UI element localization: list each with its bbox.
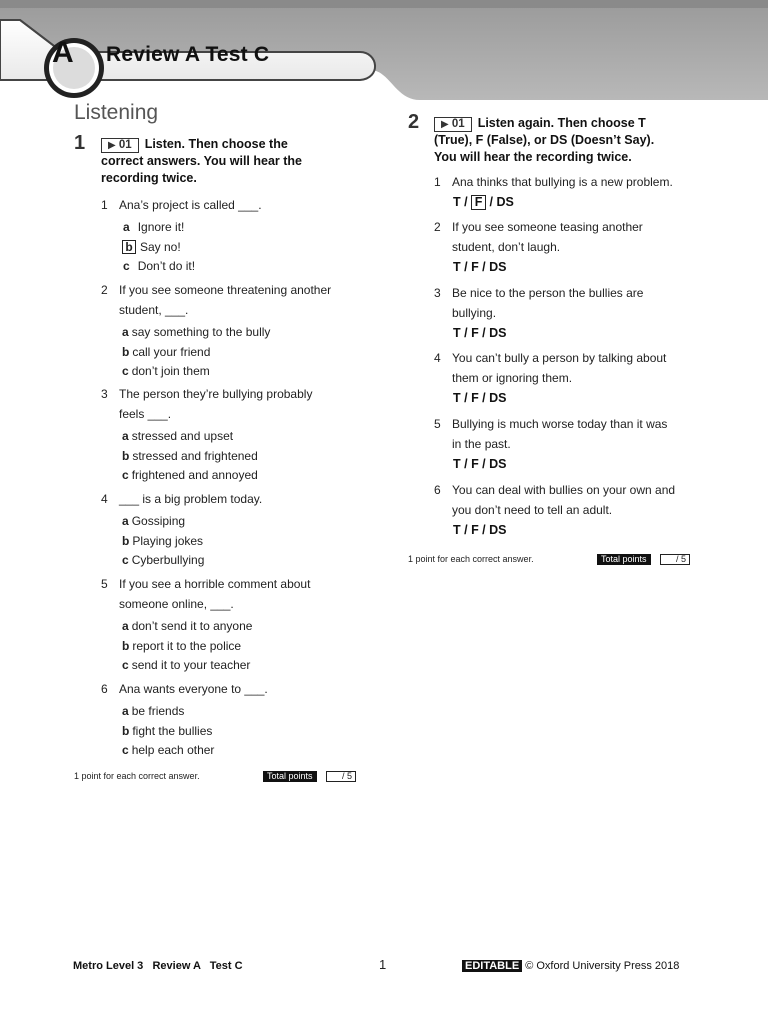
answer-option[interactable] xyxy=(122,427,233,446)
option-text: frightened and annoyed xyxy=(131,468,258,482)
option-letter: b xyxy=(122,533,130,548)
option-text: send it to your teacher xyxy=(131,658,251,672)
total-points-box[interactable]: / 5 xyxy=(326,771,356,782)
choice-ds[interactable]: DS xyxy=(489,326,507,340)
option-letter: c xyxy=(123,259,130,273)
question-line: Bullying is much worse today than it was xyxy=(452,417,668,431)
question-line: The person they’re bullying probably xyxy=(119,387,313,401)
question xyxy=(101,574,361,614)
answer-option[interactable] xyxy=(122,257,195,276)
question-number: 5 xyxy=(101,577,108,591)
audio-track-button[interactable]: ▶ 01 xyxy=(101,138,139,153)
answer-option[interactable] xyxy=(122,447,258,466)
question xyxy=(101,280,361,320)
option-letter: b xyxy=(122,448,130,463)
question xyxy=(434,283,704,323)
choice-t[interactable]: T xyxy=(453,195,461,209)
question-line: Ana’s project is called ___. xyxy=(119,198,262,212)
question-number: 4 xyxy=(434,351,441,365)
answer-option[interactable] xyxy=(122,637,241,656)
question-number: 3 xyxy=(434,286,441,300)
option-letter: a xyxy=(122,514,129,528)
option-text: stressed and upset xyxy=(131,429,234,443)
option-text: stressed and frightened xyxy=(132,448,258,463)
page-number: 1 xyxy=(379,957,387,972)
question-line: feels ___. xyxy=(119,407,172,421)
question-text xyxy=(452,348,666,388)
choice-separator: / xyxy=(460,391,472,405)
answer-option[interactable] xyxy=(122,512,185,531)
option-letter: b xyxy=(122,638,130,653)
choice-f[interactable]: F xyxy=(471,195,486,210)
badge-letter: A xyxy=(52,36,74,69)
exercise-2-instruction: ▶ 01 Listen again. Then choose T (True), F (False), or DS (Doesn’t Say). You will hear the recording twice. xyxy=(434,116,655,164)
true-false-ds-choice[interactable] xyxy=(453,457,507,471)
question-number: 2 xyxy=(101,283,108,297)
answer-option[interactable] xyxy=(122,238,181,257)
points-note: 1 point for each correct answer. xyxy=(408,554,534,564)
question-number: 2 xyxy=(434,220,441,234)
footer-course-info: Metro Level 3 Review A Test C xyxy=(73,960,243,972)
option-text: Cyberbullying xyxy=(131,553,205,567)
option-letter: a xyxy=(123,220,130,234)
choice-f[interactable]: F xyxy=(471,260,479,274)
option-text: Don’t do it! xyxy=(137,259,196,273)
true-false-ds-choice[interactable] xyxy=(453,391,507,405)
answer-option[interactable] xyxy=(122,362,210,381)
total-points-label: Total points xyxy=(597,554,651,565)
choice-separator: / xyxy=(460,260,472,274)
question-number: 3 xyxy=(101,387,108,401)
option-letter: a xyxy=(122,325,129,339)
answer-option[interactable] xyxy=(122,323,270,342)
option-text: Playing jokes xyxy=(132,533,204,548)
choice-t[interactable]: T xyxy=(453,260,461,274)
question xyxy=(434,414,704,454)
option-text: help each other xyxy=(131,743,215,757)
option-text: fight the bullies xyxy=(132,723,213,738)
question xyxy=(434,172,704,192)
option-text: Gossiping xyxy=(131,514,186,528)
question-line: ___ is a big problem today. xyxy=(119,492,263,506)
true-false-ds-choice[interactable] xyxy=(453,260,507,274)
answer-option[interactable] xyxy=(122,656,250,675)
question-line: Ana wants everyone to ___. xyxy=(119,682,268,696)
question-number: 4 xyxy=(101,492,108,506)
question-line: Ana thinks that bullying is a new problem. xyxy=(452,175,673,189)
choice-f[interactable]: F xyxy=(471,326,479,340)
question-text xyxy=(119,195,262,215)
option-text: say something to the bully xyxy=(131,325,271,339)
answer-option[interactable] xyxy=(122,532,203,551)
option-letter: c xyxy=(122,364,129,378)
option-text: Ignore it! xyxy=(137,220,185,234)
choice-separator: / xyxy=(460,195,472,209)
question-line: someone online, ___. xyxy=(119,597,234,611)
option-letter: a xyxy=(122,429,129,443)
option-letter: a xyxy=(122,704,129,718)
option-text: don’t send it to anyone xyxy=(131,619,253,633)
choice-f[interactable]: F xyxy=(471,391,479,405)
question-text xyxy=(452,172,673,192)
exercise-1-instruction: ▶ 01 Listen. Then choose the correct answers. You will hear the recording twice. xyxy=(101,137,303,185)
question xyxy=(101,384,361,424)
page-title: Review A Test C xyxy=(106,43,270,66)
choice-separator: / xyxy=(478,457,490,471)
option-text: Say no! xyxy=(140,239,181,254)
choice-separator: / xyxy=(478,523,490,537)
question-line: student, don’t laugh. xyxy=(452,240,561,254)
question-line: You can deal with bullies on your own and xyxy=(452,483,676,497)
option-letter: c xyxy=(122,658,129,672)
choice-separator: / xyxy=(478,326,490,340)
question-line: If you see someone teasing another xyxy=(452,220,643,234)
choice-ds[interactable]: DS xyxy=(489,523,507,537)
editable-badge: EDITABLE xyxy=(462,960,522,972)
option-letter: b xyxy=(122,723,130,738)
option-letter: c xyxy=(122,468,129,482)
answer-option[interactable] xyxy=(122,218,184,237)
choice-t[interactable]: T xyxy=(453,391,461,405)
total-points-label: Total points xyxy=(263,771,317,782)
option-text: be friends xyxy=(131,704,185,718)
choice-separator: / xyxy=(478,260,490,274)
section-title: Listening xyxy=(74,101,159,124)
question-text xyxy=(452,480,675,520)
footer-copyright xyxy=(462,960,679,972)
question-line: bullying. xyxy=(452,306,497,320)
question-text xyxy=(119,679,268,699)
question-text xyxy=(119,280,331,320)
question xyxy=(101,489,361,509)
true-false-ds-choice[interactable] xyxy=(453,326,507,340)
question-line: You can’t bully a person by talking about xyxy=(452,351,667,365)
question-number: 1 xyxy=(434,175,441,189)
answer-option[interactable] xyxy=(122,466,258,485)
choice-ds[interactable]: DS xyxy=(489,457,507,471)
answer-option[interactable] xyxy=(122,702,184,721)
option-letter: c xyxy=(122,553,129,567)
question-line: you don’t need to tell an adult. xyxy=(452,503,613,517)
question xyxy=(101,195,361,215)
choice-ds[interactable]: DS xyxy=(496,195,514,209)
total-points-box[interactable]: / 5 xyxy=(660,554,690,565)
choice-separator: / xyxy=(460,326,472,340)
true-false-ds-choice[interactable] xyxy=(453,523,507,537)
option-text: call your friend xyxy=(132,344,211,359)
selected-option-letter: b xyxy=(122,240,136,254)
option-text: don’t join them xyxy=(131,364,210,378)
question-number: 5 xyxy=(434,417,441,431)
answer-option[interactable] xyxy=(122,722,212,741)
answer-option[interactable] xyxy=(122,343,210,362)
question xyxy=(434,217,704,257)
choice-f[interactable]: F xyxy=(471,523,479,537)
question xyxy=(101,679,361,699)
question-line: Be nice to the person the bullies are xyxy=(452,286,644,300)
question-line: in the past. xyxy=(452,437,511,451)
question-line: them or ignoring them. xyxy=(452,371,573,385)
copyright-text: © Oxford University Press 2018 xyxy=(525,960,680,972)
points-note: 1 point for each correct answer. xyxy=(74,771,200,781)
question-number: 1 xyxy=(101,198,108,212)
option-letter: c xyxy=(122,743,129,757)
choice-t[interactable]: T xyxy=(453,523,461,537)
choice-separator: / xyxy=(460,457,472,471)
choice-ds[interactable]: DS xyxy=(489,391,507,405)
choice-separator: / xyxy=(478,391,490,405)
exercise-2-number: 2 xyxy=(408,111,420,133)
question xyxy=(434,348,704,388)
question xyxy=(434,480,704,520)
audio-track-button[interactable]: ▶ 01 xyxy=(434,117,472,132)
question-text xyxy=(119,489,262,509)
option-letter: b xyxy=(122,344,130,359)
play-icon: ▶ xyxy=(441,119,449,130)
answer-option[interactable] xyxy=(122,617,252,636)
true-false-ds-choice[interactable] xyxy=(453,195,514,210)
exercise-1-number: 1 xyxy=(74,132,86,154)
option-text: report it to the police xyxy=(132,638,242,653)
answer-option[interactable] xyxy=(122,551,204,570)
question-number: 6 xyxy=(101,682,108,696)
question-number: 6 xyxy=(434,483,441,497)
play-icon: ▶ xyxy=(108,140,116,151)
question-text xyxy=(452,414,667,454)
question-line: If you see a horrible comment about xyxy=(119,577,311,591)
choice-ds[interactable]: DS xyxy=(489,260,507,274)
question-text xyxy=(119,574,310,614)
question-text xyxy=(119,384,312,424)
choice-t[interactable]: T xyxy=(453,326,461,340)
choice-t[interactable]: T xyxy=(453,457,461,471)
question-text xyxy=(452,217,643,257)
question-line: student, ___. xyxy=(119,303,189,317)
choice-f[interactable]: F xyxy=(471,457,479,471)
answer-option[interactable] xyxy=(122,741,214,760)
option-letter: a xyxy=(122,619,129,633)
question-text xyxy=(452,283,643,323)
choice-separator: / xyxy=(460,523,472,537)
question-line: If you see someone threatening another xyxy=(119,283,332,297)
choice-separator: / xyxy=(486,195,497,209)
